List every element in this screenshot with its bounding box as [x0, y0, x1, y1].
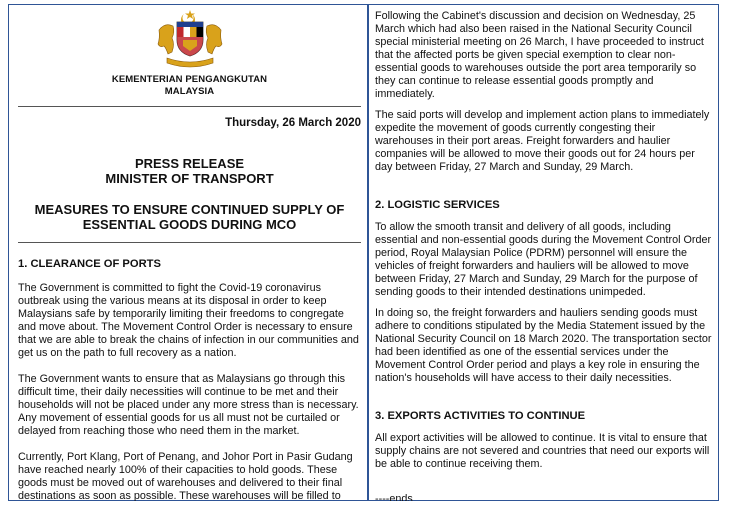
ministry-line-1: KEMENTERIAN PENGANGKUTAN [111, 74, 268, 85]
press-line-1: PRESS RELEASE [134, 156, 245, 171]
section-1-paragraph-2: The Government wants to ensure that as Malaysians go through this difficult time, their daily necessities will continue to be met and their households will not be placed under any more stress than is necessary. Any movement of essential goods for us all must not be curtailed or delayed from reaching those who need them in the market. [18, 373, 359, 437]
header-rule [18, 106, 361, 107]
column-divider [367, 4, 369, 501]
headline [18, 202, 361, 232]
press-release-title [18, 156, 361, 186]
headline-line-2: ESSENTIAL GOODS DURING MCO [82, 217, 297, 232]
malaysia-coat-of-arms-icon [153, 8, 227, 68]
headline-line-1: MEASURES TO ENSURE CONTINUED SUPPLY OF [34, 202, 345, 217]
section-1-paragraph-5: The said ports will develop and implement action plans to immediately expedite the movement of goods currently congesting their warehouses in their port areas. Freight forwarders and haulier companies will be allowed to move their goods out for 24 hours per day between Friday, 27 March and Sunday, 29 March. [375, 109, 710, 173]
ends-marker: ----ends [375, 493, 413, 501]
section-2-paragraph-2: In doing so, the freight forwarders and hauliers sending goods must adhere to conditions stipulated by the Media Statement issued by the National Security Council on 18 March 2020. The transportation sector had been identified as one of the essential services under the Movement Control Order period and plays a key role in ensuring the nation's households will have access to their daily necessities. [375, 307, 712, 384]
section-1-paragraph-4: Following the Cabinet's discussion and decision on Wednesday, 25 March which had also been raised in the National Security Council special ministerial meeting on 26 March, I have proceeded to instruct that the affected ports be given special exemption to clear non-essential goods to warehouses outside the port area temporarily so they can continue to release essential goods promptly and immediately. [375, 10, 704, 100]
headline-rule [18, 242, 361, 243]
press-line-2: MINISTER OF TRANSPORT [105, 171, 274, 186]
right-column [375, 6, 713, 501]
section-1-paragraph-3: Currently, Port Klang, Port of Penang, and Johor Port in Pasir Gudang have reached nearly 100% of their capacities to hold goods. These goods must be moved out of warehouses and delivered to their final destinations as soon as possible. These warehouses will be filled to [18, 451, 353, 501]
crest-container [18, 6, 361, 70]
section-2-paragraph-1: To allow the smooth transit and delivery of all goods, including essential and non-essential goods during the Movement Control Order period, Royal Malaysian Police (PDRM) personnel will ensure the vehicles of freight forwarders and hauliers will be allowed to move between Friday, 27 March and Sunday, 29 March for the purpose of sending goods to their intended destinations unimpeded. [375, 221, 712, 298]
section-1-paragraph-1: The Government is committed to fight the Covid-19 coronavirus outbreak using the various means at its disposal in order to keep Malaysians safe by temporarily limiting their freedoms to congregate and move about. The Movement Control Order is necessary to ensure that we are able to break the chains of infection in our communities and get us on the path to full recovery as a nation. [18, 282, 359, 359]
section-1-title: 1. CLEARANCE OF PORTS [18, 258, 161, 270]
left-column [18, 6, 361, 501]
section-3-title: 3. EXPORTS ACTIVITIES TO CONTINUE [375, 410, 586, 422]
ministry-name [18, 74, 361, 98]
section-2-title: 2. LOGISTIC SERVICES [375, 199, 500, 211]
release-date: Thursday, 26 March 2020 [225, 117, 361, 129]
ministry-line-2: MALAYSIA [164, 86, 215, 97]
section-3-paragraph-1: All export activities will be allowed to continue. It is vital to ensure that supply chains are not severed and countries that need our exports will be able to continue receiving them. [375, 432, 710, 470]
